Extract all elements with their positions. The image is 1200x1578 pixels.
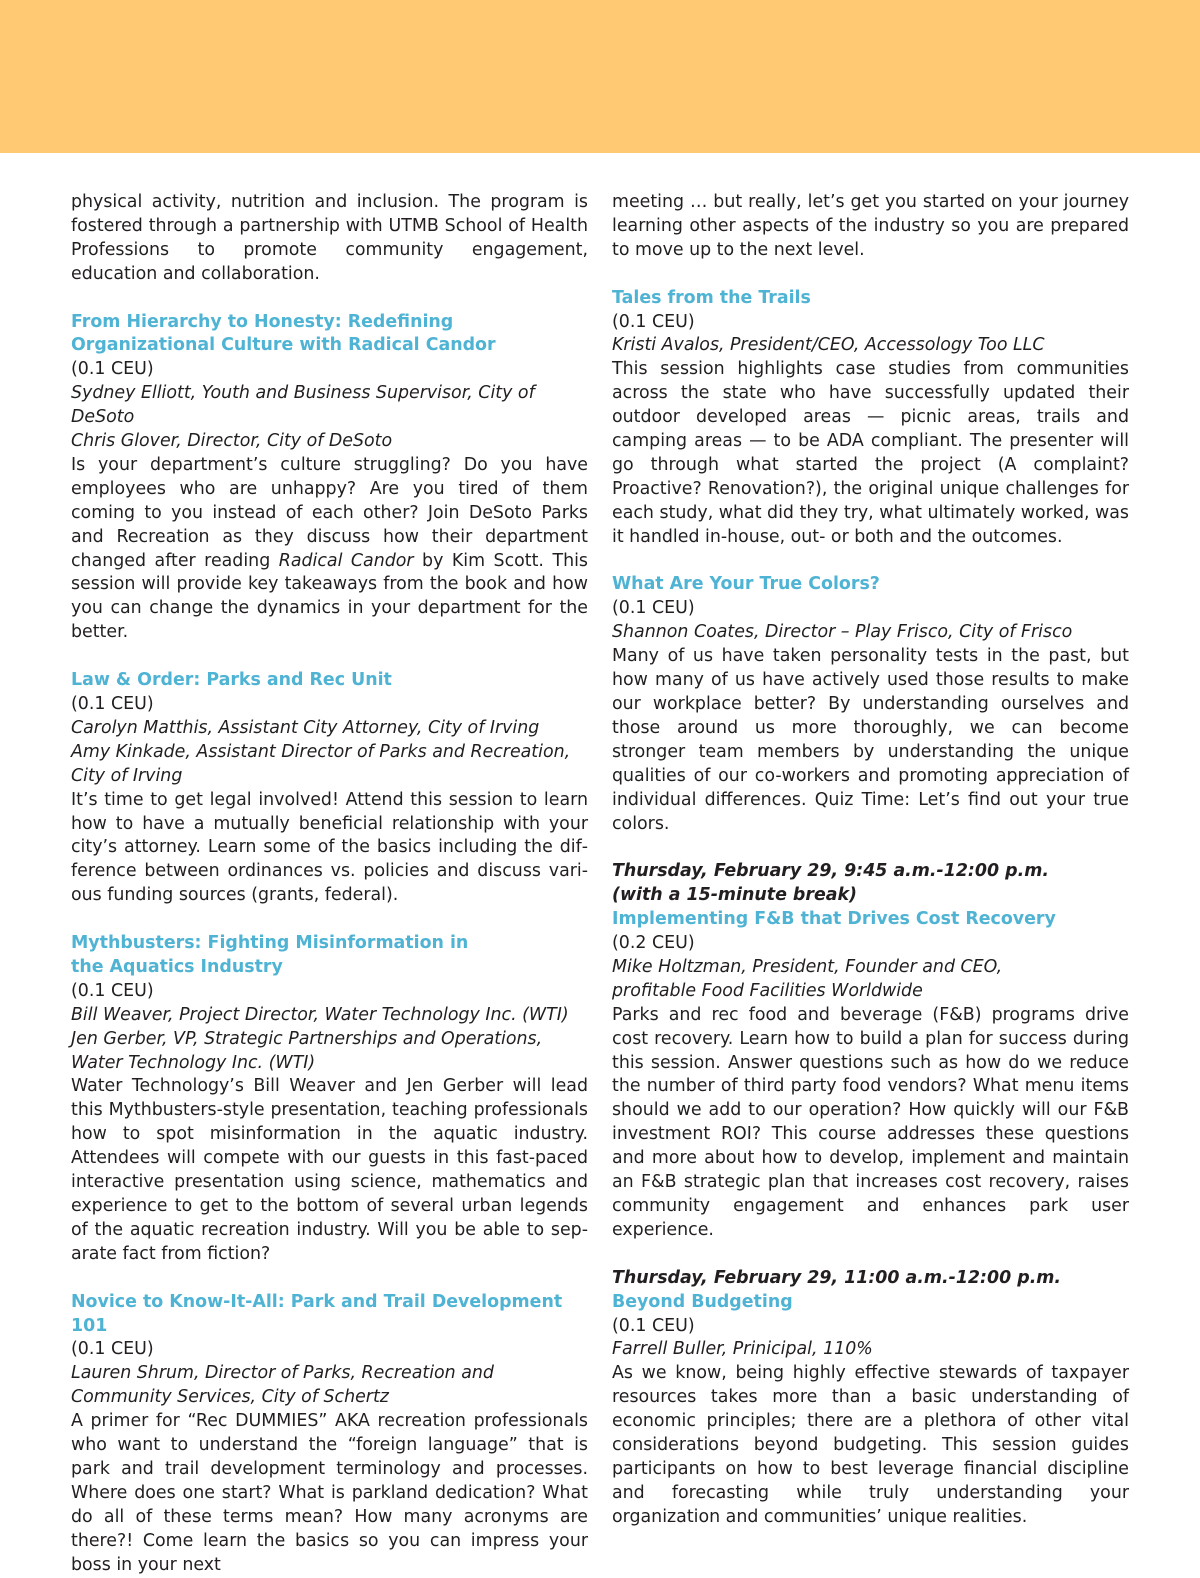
session-presenter: Community Services, City of Schertz	[71, 1387, 389, 1408]
session-mythbusters	[71, 932, 588, 1267]
intro-text: physical activity, nutrition and inclusion. The program is fostered through a partnership with UTMB School of Health Professions to promote community engagement, education and collaboration.	[71, 192, 588, 284]
session-title: Law & Order: Parks and Rec Unit	[71, 670, 392, 691]
session-date: Thursday, February 29, 11:00 a.m.-12:00 p.m.	[612, 1267, 1062, 1288]
session-presenter: Lauren Shrum, Director of Parks, Recreation and	[71, 1363, 494, 1384]
session-presenter: Carolyn Matthis, Assistant City Attorney, City of Irving	[71, 717, 540, 738]
session-beyond-budgeting	[612, 1267, 1129, 1530]
session-title: From Hierarchy to Honesty: Redefining Organizational Culture with Radical Candor	[71, 311, 496, 356]
session-title: What Are Your True Colors?	[612, 574, 880, 595]
session-description: As we know, being highly effective stewards of taxpayer resources takes more than a basic understanding of economic principles; there are a plethora of other vital considerations beyond budgeting. This session guides participants on how to best leverage financial discipline and forecasting while truly understanding your organization and communities’ unique realities.	[612, 1363, 1129, 1527]
session-ceu: (0.1 CEU)	[71, 359, 154, 380]
session-title: Tales from the Trails	[612, 287, 811, 308]
session-presenter: Mike Holtzman, President, Founder and CEO,	[612, 956, 1003, 977]
header-banner	[0, 0, 1200, 153]
session-tales-from-the-trails	[612, 287, 1129, 550]
session-description: A primer for “Rec DUMMIES” AKA recreation professionals who want to understand the “foreign language” that is park and trail development terminology and processes. Where does one start? What is parkland dedication? What do all of these terms mean? How many acronyms are there?! Come learn the basics so you can impress your boss in your next	[71, 1411, 588, 1575]
session-ceu: (0.1 CEU)	[612, 598, 695, 619]
session-presenter: Bill Weaver, Project Director, Water Technology Inc. (WTI)	[71, 1004, 569, 1025]
session-description: Parks and rec food and beverage (F&B) programs drive cost recovery. Learn how to build a plan for success during this session. Answer questions such as how do we reduce the number of third party food vendors? What menu items should we add to our operation? How quickly will our F&B investment ROI? This course addresses these questions and more about how to develop, implement and maintain an F&B strategic plan that increases cost recovery, raises community engagement and enhances park user experience.	[612, 1004, 1129, 1240]
book-title: Radical Candor	[278, 550, 414, 571]
session-presenter: Sydney Elliott, Youth and Business Supervisor, City of DeSoto	[71, 383, 535, 428]
session-presenter: Kristi Avalos, President/CEO, Accessology Too LLC	[612, 335, 1045, 356]
session-novice-to-know-it-all	[71, 1291, 588, 1578]
session-description: Many of us have taken personality tests in the past, but how many of us have actively used those results to make our workplace better? By understanding ourselves and those around us more thoroughly, we can become stronger team members by understanding the unique qualities of our co-workers and promoting appreciation of individual differences. Quiz Time: Let’s find out your true colors.	[612, 646, 1129, 834]
session-description: Is your department’s culture struggling? Do you have employees who are unhappy? Are you tired of them coming to you instead of each other? Join DeSoto Parks and Recreation as they discuss how their department changed after reading Radical Candor by Kim Scott. This session will provide key takeaways from the book and how you can change the dynamics in your department for the better.	[71, 454, 588, 643]
session-presenter: Chris Glover, Director, City of DeSoto	[71, 431, 393, 452]
session-radical-candor	[71, 311, 588, 646]
session-date-note: (with a 15-minute break)	[612, 885, 858, 906]
session-f-and-b-cost-recovery	[612, 860, 1129, 1243]
session-ceu: (0.1 CEU)	[71, 980, 154, 1001]
session-presenter: Amy Kinkade, Assistant Director of Parks and Recreation,	[71, 741, 571, 762]
session-presenter: Shannon Coates, Director – Play Frisco, City of Frisco	[612, 622, 1073, 643]
session-ceu: (0.1 CEU)	[71, 694, 154, 714]
session-presenter: profitable Food Facilities Worldwide	[612, 980, 923, 1001]
session-ceu: (0.2 CEU)	[612, 933, 695, 954]
right-column	[612, 191, 1129, 1530]
session-true-colors	[612, 573, 1129, 836]
session-date: Thursday, February 29, 9:45 a.m.-12:00 p.m.	[612, 861, 1049, 882]
session-ceu: (0.1 CEU)	[612, 1315, 695, 1336]
session-title: Implementing F&B that Drives Cost Recovery	[612, 909, 1056, 930]
session-ceu: (0.1 CEU)	[71, 1339, 154, 1360]
session-title: Mythbusters: Fighting Misinformation in the Aquatics Industry	[71, 933, 469, 977]
session-presenter: Farrell Buller, Prinicipal, 110%	[612, 1339, 873, 1360]
session-ceu: (0.1 CEU)	[612, 311, 695, 332]
session-title: Novice to Know-It-All: Park and Trail Development 101	[71, 1291, 563, 1336]
session-title: Beyond Budgeting	[612, 1291, 793, 1312]
session-description: Water Technology’s Bill Weaver and Jen Gerber will lead this Mythbusters-style presentation, teaching professionals how to spot misinformation in the aquatic industry. Attendees will compete with our guests in this fast-paced interactive presentation using science, mathematics and experience to get to the bottom of several urban legends of the aquatic recreation industry. Will you be able to separate fact from fiction?	[71, 1076, 588, 1264]
left-column	[71, 191, 588, 1578]
session-presenter: City of Irving	[71, 765, 183, 786]
session-law-and-order	[71, 669, 588, 908]
session-description: This session highlights case studies from communities across the state who have successfully updated their outdoor developed areas — picnic areas, trails and camping areas — to be ADA compliant. The presenter will go through what started the project (A complaint? Proactive? Renovation?), the original unique challenges for each study, what did they try, what ultimately worked, was it handled in-house, out- or both and the outcomes.	[612, 359, 1129, 547]
session-presenter: Jen Gerber, VP, Strategic Partnerships and Operations, Water Technology Inc. (WTI)	[71, 1028, 543, 1073]
session-description: It’s time to get legal involved! Attend this session to learn how to have a mutually beneficial relationship with your city’s attorney. Learn some of the basics including the difference between ordinances vs. policies and discuss various funding sources (grants, federal).	[71, 789, 588, 906]
intro-text: meeting … but really, let’s get you started on your journey learning other aspects of the industry so you are prepared to move up to the next level.	[612, 192, 1129, 260]
